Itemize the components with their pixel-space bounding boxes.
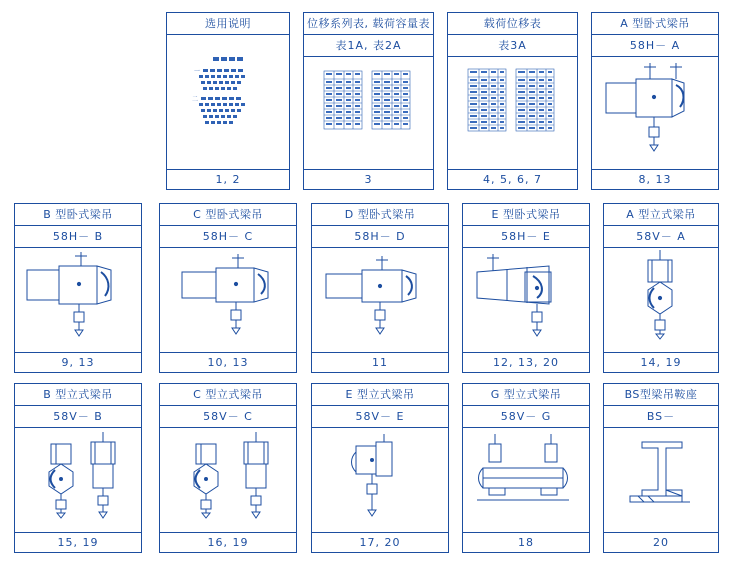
card-title: G 型立式梁吊 (463, 384, 589, 406)
card-figure-saddle-bs (604, 428, 718, 532)
card-title: C 型卧式梁吊 (160, 204, 296, 226)
card-model-code: 58V－ E (312, 406, 448, 428)
card-title: E 型卧式梁吊 (463, 204, 589, 226)
card-figure-vert-b (15, 428, 141, 532)
card-model-code: 58H－ C (160, 226, 296, 248)
svg-text:二: 二 (192, 96, 199, 103)
card-figure-tables (448, 57, 577, 169)
card-figure-horiz-b (15, 248, 141, 352)
svg-text:一: 一 (194, 68, 201, 75)
card-subtitle: 表3A (448, 35, 577, 57)
card-figure-text-block (167, 35, 289, 169)
card-footer: 14, 19 (604, 352, 718, 372)
card-title: B 型卧式梁吊 (15, 204, 141, 226)
card-title: A 型立式梁吊 (604, 204, 718, 226)
card-subtitle: 表1A, 表2A (304, 35, 433, 57)
card-footer: 11 (312, 352, 448, 372)
card-selection-notes[interactable] (166, 12, 290, 190)
card-model-code: 58V－ B (15, 406, 141, 428)
card-figure-horiz-c (160, 248, 296, 352)
card-footer: 20 (604, 532, 718, 552)
card-bs-saddle[interactable] (603, 383, 719, 553)
card-footer: 12, 13, 20 (463, 352, 589, 372)
card-model-code: 58H－ D (312, 226, 448, 248)
card-load-displacement-table[interactable] (447, 12, 578, 190)
card-model-code: 58V－ G (463, 406, 589, 428)
card-footer: 10, 13 (160, 352, 296, 372)
card-figure-vert-a (604, 248, 718, 352)
card-58v-c[interactable] (159, 383, 297, 553)
card-model-code: 58V－ A (604, 226, 718, 248)
card-footer: 1, 2 (167, 169, 289, 189)
card-title: 位移系列表, 载荷容量表 (304, 13, 433, 35)
card-figure-horiz-e (463, 248, 589, 352)
card-footer: 3 (304, 169, 433, 189)
card-title: B 型立式梁吊 (15, 384, 141, 406)
card-model-code: 58V－ C (160, 406, 296, 428)
card-figure-vert-e (312, 428, 448, 532)
card-58h-a[interactable] (591, 12, 719, 190)
card-58v-b[interactable] (14, 383, 142, 553)
card-figure-horiz-d (312, 248, 448, 352)
card-model-code: 58H－ A (592, 35, 718, 57)
card-figure-vert-c (160, 428, 296, 532)
card-footer: 15, 19 (15, 532, 141, 552)
card-displacement-tables[interactable] (303, 12, 434, 190)
card-58h-b[interactable] (14, 203, 142, 373)
card-title: 选用说明 (167, 13, 289, 35)
card-footer: 16, 19 (160, 532, 296, 552)
card-title: C 型立式梁吊 (160, 384, 296, 406)
card-model-code: 58H－ E (463, 226, 589, 248)
card-title: D 型卧式梁吊 (312, 204, 448, 226)
card-model-code: 58H－ B (15, 226, 141, 248)
card-title: BS型梁吊鞍座 (604, 384, 718, 406)
card-figure-horiz-a (592, 57, 718, 169)
card-58h-c[interactable] (159, 203, 297, 373)
card-footer: 4, 5, 6, 7 (448, 169, 577, 189)
card-58h-e[interactable] (462, 203, 590, 373)
card-footer: 18 (463, 532, 589, 552)
card-58v-a[interactable] (603, 203, 719, 373)
card-figure-tables (304, 57, 433, 169)
card-title: 载荷位移表 (448, 13, 577, 35)
card-figure-vert-g (463, 428, 589, 532)
card-footer: 9, 13 (15, 352, 141, 372)
card-footer: 17, 20 (312, 532, 448, 552)
card-footer: 8, 13 (592, 169, 718, 189)
card-58v-e[interactable] (311, 383, 449, 553)
card-model-code: BS－ (604, 406, 718, 428)
card-title: E 型立式梁吊 (312, 384, 448, 406)
card-58v-g[interactable] (462, 383, 590, 553)
card-58h-d[interactable] (311, 203, 449, 373)
card-title: A 型卧式梁吊 (592, 13, 718, 35)
